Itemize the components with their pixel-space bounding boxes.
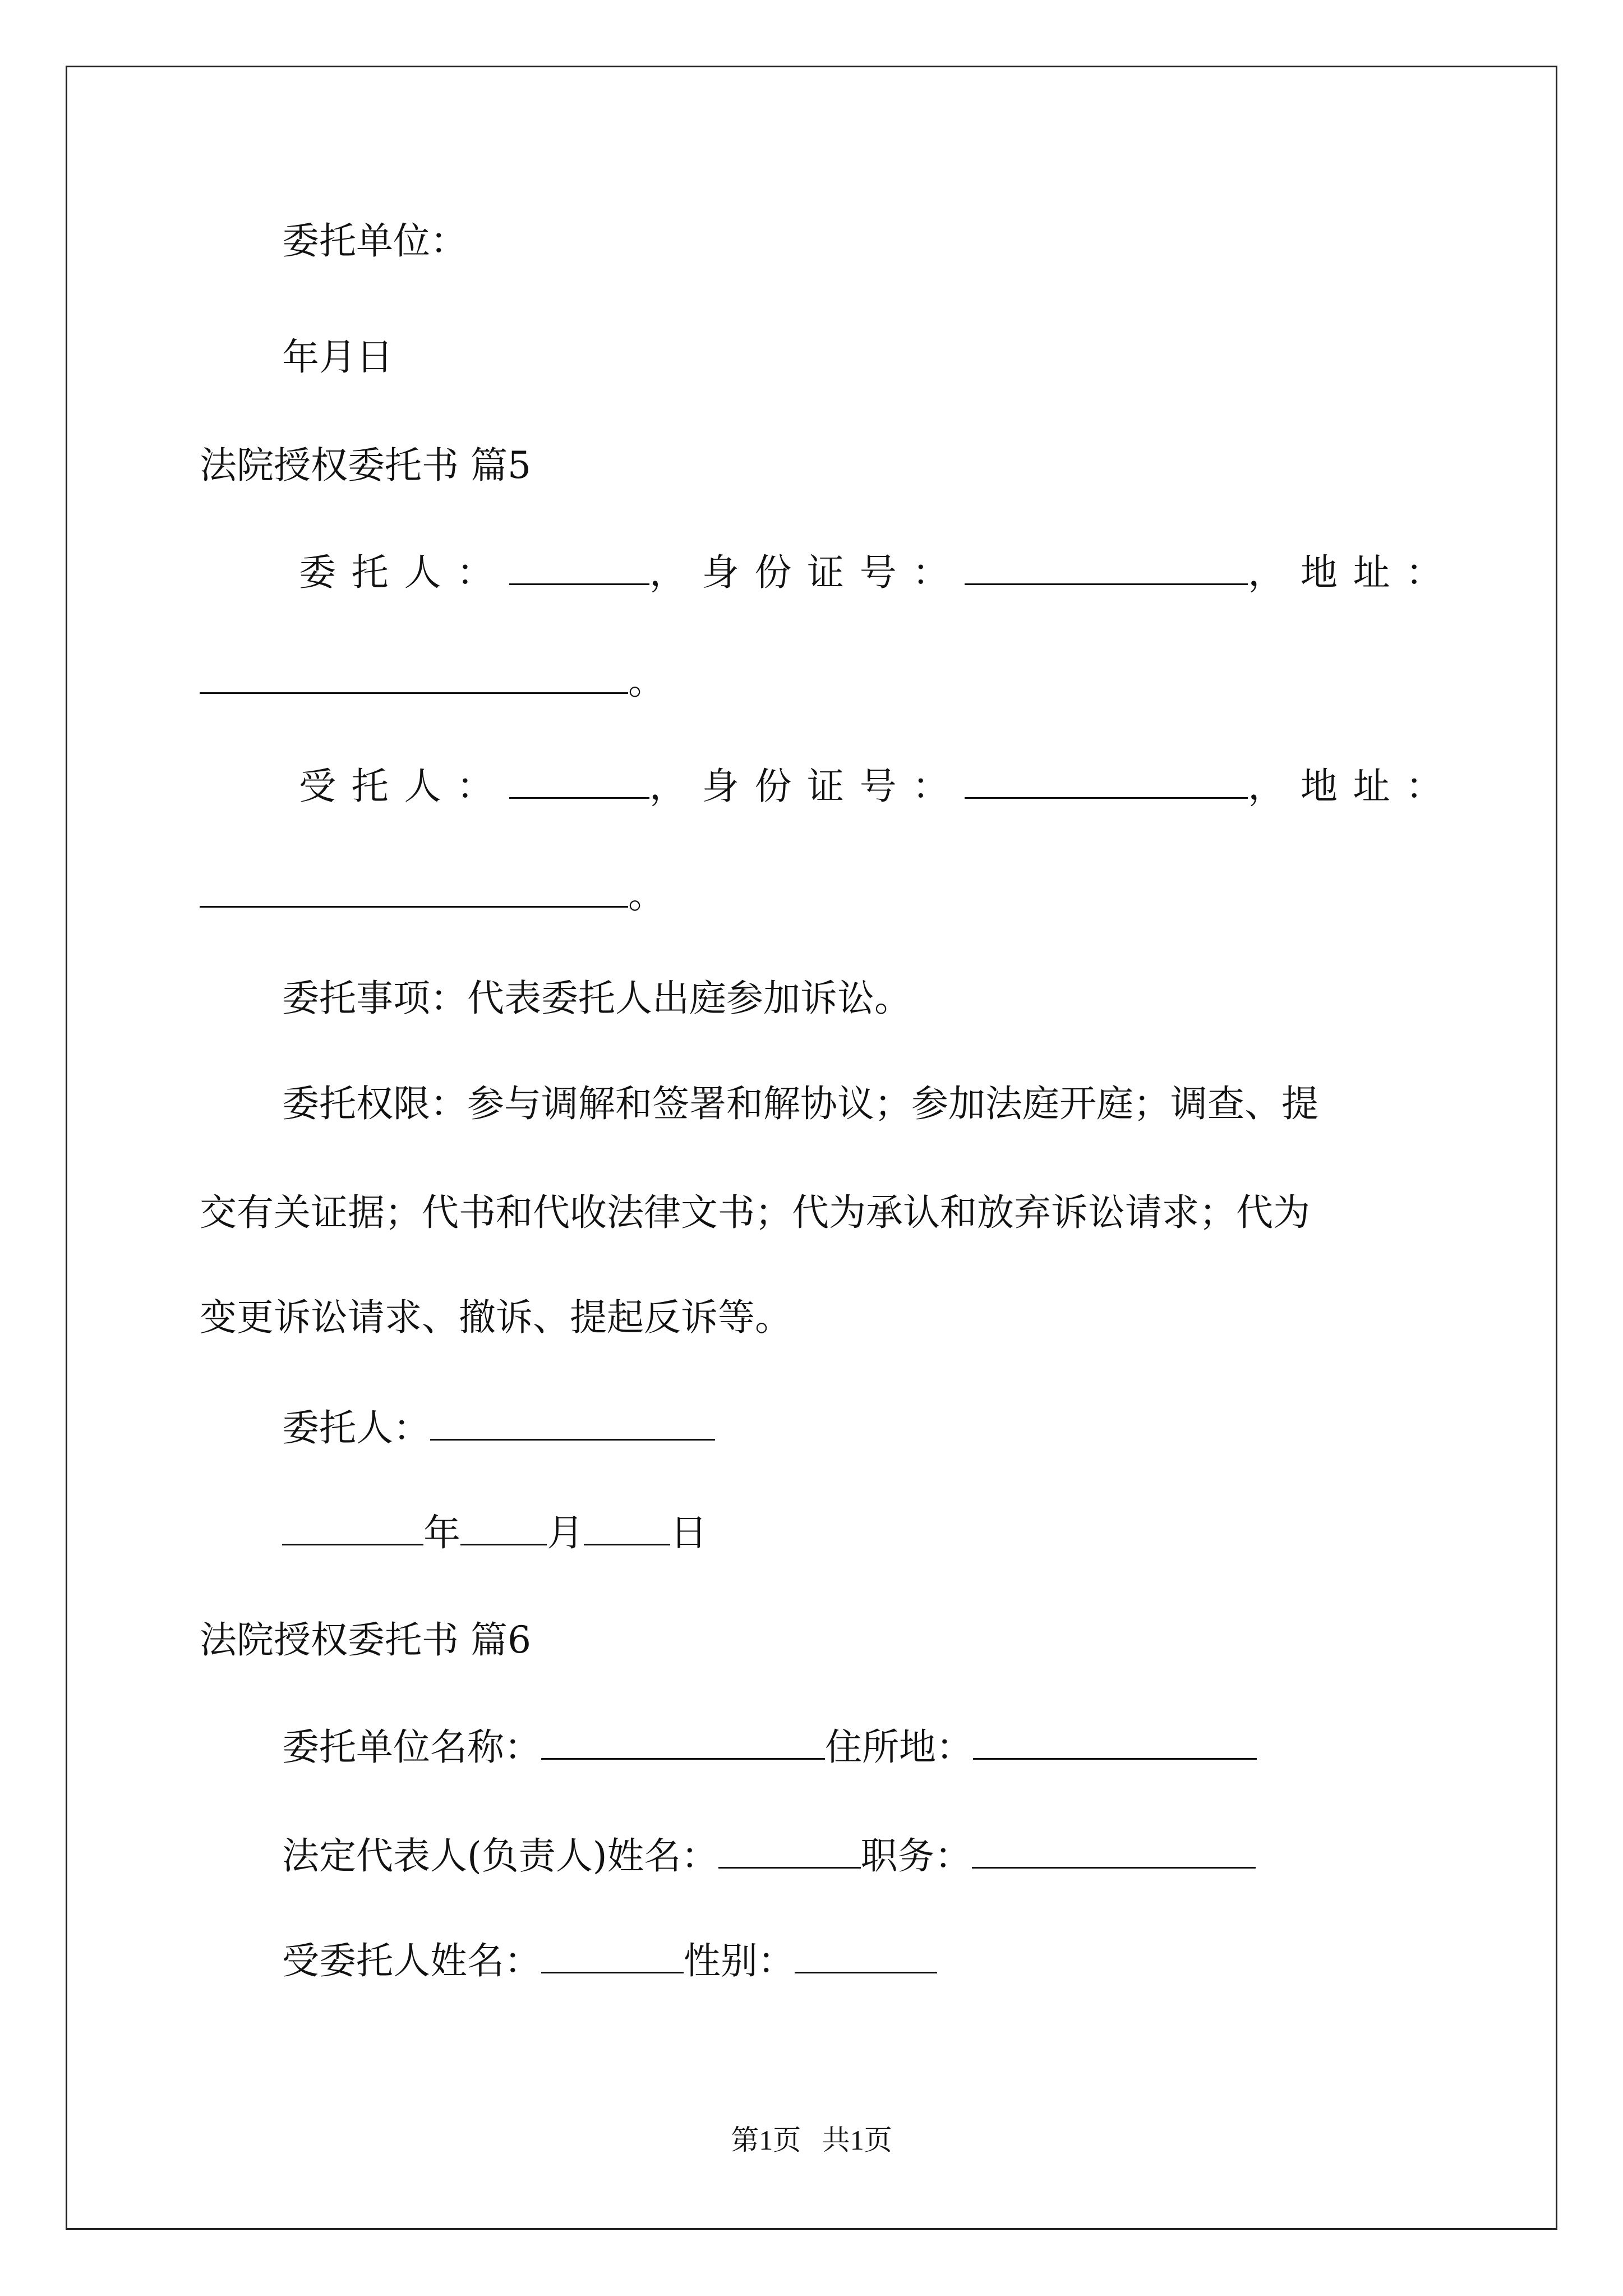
agent-address-line bbox=[200, 871, 665, 918]
section-heading-5 bbox=[200, 443, 531, 488]
authority-text-1: 委托权限：参与调解和签署和解协议；参加法庭开庭；调查、提 bbox=[282, 1082, 1318, 1125]
principal-address-line bbox=[200, 657, 665, 704]
page-footer bbox=[0, 2123, 1623, 2157]
page-border bbox=[66, 66, 1557, 2230]
position-blank bbox=[972, 1832, 1256, 1869]
principal-sign-blank bbox=[430, 1404, 715, 1441]
agent-name-label: 受委托人姓名： bbox=[282, 1939, 541, 1982]
principal-address-end: 。 bbox=[628, 660, 665, 703]
entrusted-matters-line bbox=[282, 976, 911, 1021]
principal-address-blank bbox=[200, 657, 628, 694]
principal-line bbox=[299, 549, 1458, 595]
authority-line-3 bbox=[200, 1295, 792, 1340]
date-label: 年月日 bbox=[282, 335, 393, 379]
agent-name-blank bbox=[509, 762, 649, 799]
residence-blank bbox=[973, 1723, 1257, 1760]
section-heading-5-text: 法院授权委托书 篇5 bbox=[200, 444, 531, 487]
month-label: 月 bbox=[547, 1511, 584, 1554]
legal-rep-line bbox=[282, 1832, 1256, 1879]
agent-id-blank bbox=[965, 762, 1248, 799]
gender-label: 性别： bbox=[684, 1939, 795, 1982]
principal-id-label: ，身份证号： bbox=[649, 551, 965, 594]
agent-name-field-blank bbox=[541, 1937, 684, 1973]
agent-address-end: 。 bbox=[628, 873, 665, 917]
legal-rep-label: 法定代表人(负责人)姓名： bbox=[282, 1834, 718, 1878]
position-label: 职务： bbox=[860, 1834, 972, 1878]
principal-sign-line bbox=[282, 1404, 715, 1451]
authority-text-2: 交有关证据；代书和代收法律文书；代为承认和放弃诉讼请求；代为 bbox=[200, 1191, 1310, 1234]
section-heading-6 bbox=[200, 1618, 531, 1663]
unit-name-label: 委托单位名称： bbox=[282, 1726, 541, 1769]
residence-label: 住所地： bbox=[825, 1726, 973, 1769]
principal-name-blank bbox=[509, 549, 649, 585]
principal-address-label: ，地址： bbox=[1248, 551, 1459, 594]
principal-label: 委托人： bbox=[299, 551, 509, 594]
day-blank bbox=[584, 1509, 670, 1545]
entrusting-unit-line bbox=[282, 219, 467, 264]
entrusted-matters-text: 委托事项：代表委托人出庭参加诉讼。 bbox=[282, 977, 911, 1020]
entrusting-unit-label: 委托单位： bbox=[282, 219, 467, 263]
agent-name-line bbox=[282, 1937, 937, 1984]
authority-line-2 bbox=[200, 1190, 1310, 1235]
day-label: 日 bbox=[670, 1511, 707, 1554]
month-blank bbox=[460, 1509, 547, 1545]
authority-line-1 bbox=[282, 1082, 1318, 1126]
unit-name-blank bbox=[541, 1723, 825, 1760]
principal-id-blank bbox=[965, 549, 1248, 585]
year-label: 年 bbox=[423, 1511, 460, 1554]
agent-address-label: ，地址： bbox=[1248, 765, 1459, 808]
agent-label: 受托人： bbox=[299, 765, 509, 808]
unit-name-line bbox=[282, 1723, 1257, 1770]
legal-rep-blank bbox=[718, 1832, 861, 1869]
date-line bbox=[282, 335, 393, 380]
authority-text-3: 变更诉讼请求、撤诉、提起反诉等。 bbox=[200, 1296, 792, 1339]
gender-blank bbox=[795, 1937, 937, 1973]
agent-line bbox=[299, 762, 1458, 809]
page-number: 第1页 bbox=[731, 2124, 801, 2156]
page-total: 共1页 bbox=[822, 2124, 892, 2156]
agent-id-label: ，身份证号： bbox=[649, 765, 965, 808]
section-heading-6-text: 法院授权委托书 篇6 bbox=[200, 1618, 531, 1662]
year-blank bbox=[282, 1509, 423, 1545]
principal-sign-label: 委托人： bbox=[282, 1406, 430, 1450]
agent-address-blank bbox=[200, 871, 628, 908]
sign-date-line bbox=[282, 1509, 707, 1556]
